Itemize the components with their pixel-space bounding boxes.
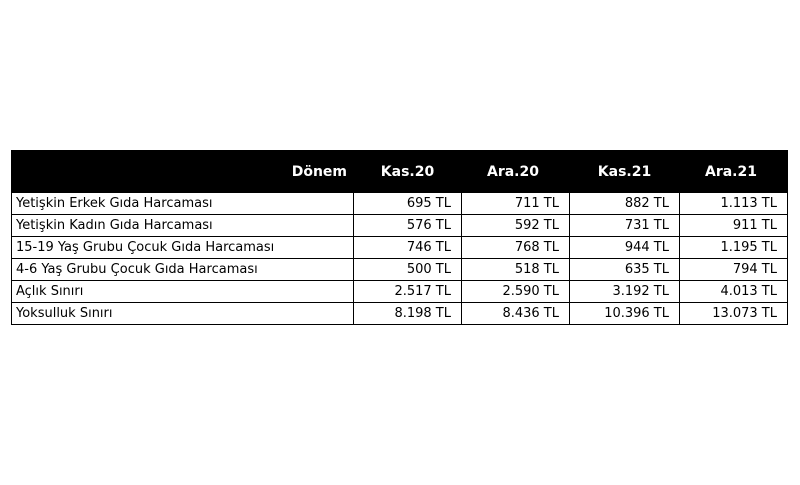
- cell-value: 8.436 TL: [462, 303, 570, 325]
- cell-value: 768 TL: [462, 237, 570, 259]
- table-row: [12, 303, 788, 325]
- row-label: Açlık Sınırı: [12, 281, 354, 303]
- table-row: [12, 237, 788, 259]
- table-row: [12, 215, 788, 237]
- row-label: 4-6 Yaş Grubu Çocuk Gıda Harcaması: [12, 259, 354, 281]
- cell-value: 911 TL: [680, 215, 788, 237]
- table-row: [12, 193, 788, 215]
- row-label: Yoksulluk Sınırı: [12, 303, 354, 325]
- table-header-row: [12, 151, 788, 193]
- table-row: [12, 259, 788, 281]
- cell-value: 794 TL: [680, 259, 788, 281]
- row-label: Yetişkin Kadın Gıda Harcaması: [12, 215, 354, 237]
- cell-value: 1.195 TL: [680, 237, 788, 259]
- cell-value: 518 TL: [462, 259, 570, 281]
- cell-value: 695 TL: [354, 193, 462, 215]
- header-col-ara20: Ara.20: [462, 151, 570, 193]
- cell-value: 2.517 TL: [354, 281, 462, 303]
- header-period-label: Dönem: [12, 151, 354, 193]
- row-label: Yetişkin Erkek Gıda Harcaması: [12, 193, 354, 215]
- cell-value: 13.073 TL: [680, 303, 788, 325]
- cell-value: 500 TL: [354, 259, 462, 281]
- cell-value: 4.013 TL: [680, 281, 788, 303]
- cell-value: 8.198 TL: [354, 303, 462, 325]
- cell-value: 576 TL: [354, 215, 462, 237]
- cell-value: 882 TL: [570, 193, 680, 215]
- header-col-kas21: Kas.21: [570, 151, 680, 193]
- cell-value: 592 TL: [462, 215, 570, 237]
- cell-value: 3.192 TL: [570, 281, 680, 303]
- cell-value: 731 TL: [570, 215, 680, 237]
- header-col-kas20: Kas.20: [354, 151, 462, 193]
- table-row: [12, 281, 788, 303]
- header-col-ara21: Ara.21: [680, 151, 788, 193]
- cell-value: 746 TL: [354, 237, 462, 259]
- cell-value: 944 TL: [570, 237, 680, 259]
- data-table-container: [11, 150, 787, 325]
- cell-value: 711 TL: [462, 193, 570, 215]
- row-label: 15-19 Yaş Grubu Çocuk Gıda Harcaması: [12, 237, 354, 259]
- cell-value: 2.590 TL: [462, 281, 570, 303]
- cell-value: 1.113 TL: [680, 193, 788, 215]
- cell-value: 635 TL: [570, 259, 680, 281]
- cell-value: 10.396 TL: [570, 303, 680, 325]
- hunger-poverty-table: [11, 150, 788, 325]
